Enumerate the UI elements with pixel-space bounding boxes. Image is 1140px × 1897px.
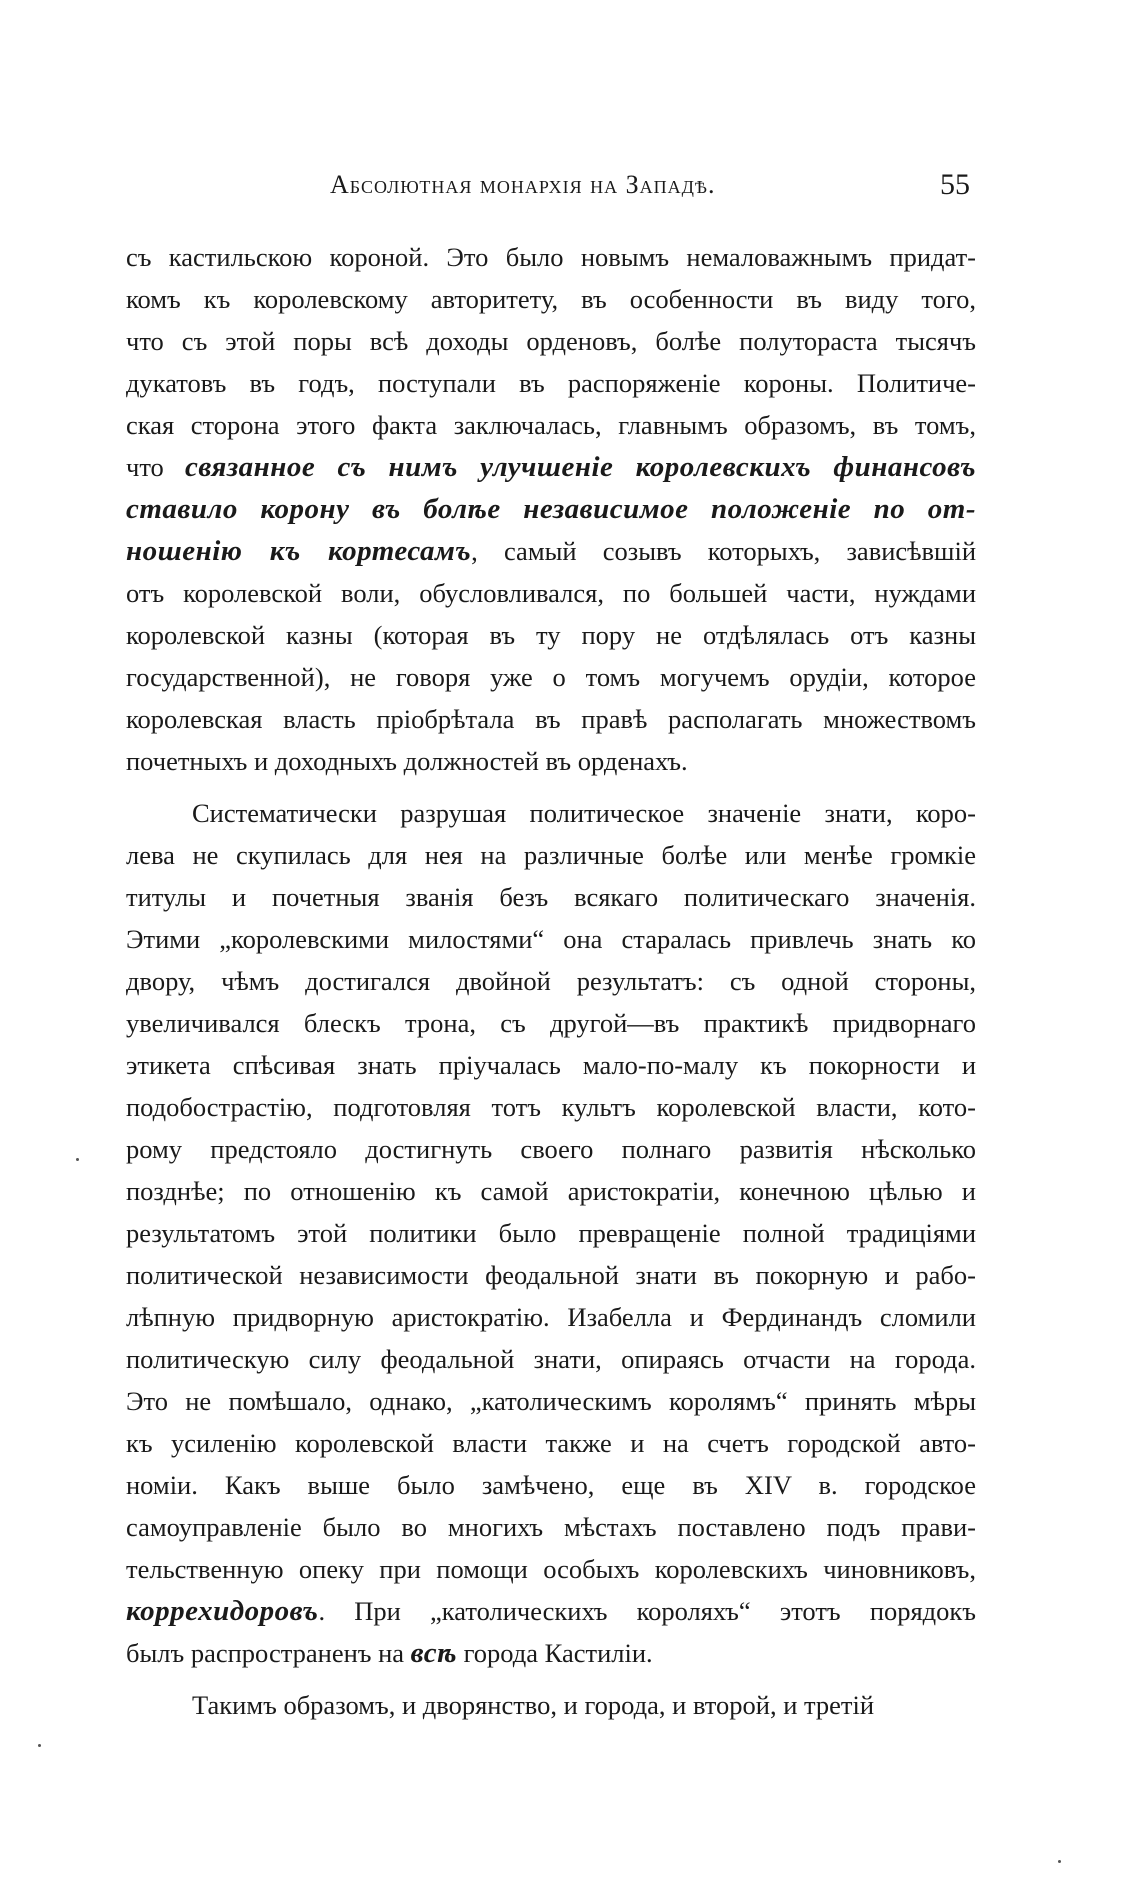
text-line — [126, 792, 976, 834]
text-line — [126, 1464, 976, 1506]
text-run: Такимъ образомъ, и дворянство, и города, и второй, и третій — [192, 1690, 875, 1720]
text-line — [126, 446, 976, 488]
text-line — [126, 876, 976, 918]
paragraph — [126, 1684, 976, 1726]
paragraph — [126, 792, 976, 1674]
text-run: королевской казны (которая въ ту пору не отдѣлялась отъ казны — [126, 620, 976, 650]
speck-mark — [76, 1158, 79, 1161]
text-run: титулы и почетныя званія безъ всякаго политическаго значенія. — [126, 882, 976, 912]
text-run: Этими „королевскими милостями“ она старалась привлечь знать ко — [126, 924, 976, 954]
running-title: Абсолютная монархія на Западѣ. — [330, 170, 716, 199]
text-run: что съ этой поры всѣ доходы орденовъ, болѣе полутораста тысячъ — [126, 326, 976, 356]
body-text — [126, 236, 976, 1726]
text-line — [126, 740, 976, 782]
text-run: подобострастію, подготовляя тотъ культъ королевской власти, кото- — [126, 1092, 976, 1122]
text-line — [126, 1212, 976, 1254]
text-run: почетныхъ и доходныхъ должностей въ орденахъ. — [126, 746, 688, 776]
text-run: города Кастиліи. — [456, 1638, 653, 1668]
running-header — [120, 170, 980, 210]
text-line — [126, 1338, 976, 1380]
text-line — [126, 1086, 976, 1128]
speck-mark — [1058, 1860, 1061, 1863]
text-line — [126, 1590, 976, 1632]
text-run: королевская власть пріобрѣтала въ правѣ располагать множествомъ — [126, 704, 976, 734]
text-run: лѣпную придворную аристократію. Изабелла и Фердинандъ сломили — [126, 1302, 976, 1332]
text-line — [126, 320, 976, 362]
text-line — [126, 918, 976, 960]
emphasized-text: связанное съ нимъ улучшеніе королевскихъ финансовъ — [184, 451, 976, 483]
text-line — [126, 1002, 976, 1044]
text-line — [126, 1422, 976, 1464]
text-run: государственной), не говоря уже о томъ могучемъ орудіи, которое — [126, 662, 976, 692]
text-run: , самый созывъ которыхъ, зависѣвшій — [471, 536, 976, 566]
text-run: отъ королевской воли, обусловливался, по большей части, нуждами — [126, 578, 976, 608]
text-run: съ кастильскою короной. Это было новымъ немаловажнымъ придат- — [126, 242, 976, 272]
text-run: политическую силу феодальной знати, опираясь отчасти на города. — [126, 1344, 976, 1374]
text-run: тельственную опеку при помощи особыхъ королевскихъ чиновниковъ, — [126, 1554, 976, 1584]
text-run: Систематически разрушая политическое значеніе знати, коро- — [192, 798, 976, 828]
text-line — [126, 1548, 976, 1590]
text-line — [126, 1632, 976, 1674]
text-line — [126, 404, 976, 446]
text-run: ская сторона этого факта заключалась, главнымъ образомъ, въ томъ, — [126, 410, 976, 440]
text-line — [126, 1254, 976, 1296]
text-line — [126, 656, 976, 698]
text-line — [126, 1506, 976, 1548]
text-run: комъ къ королевскому авторитету, въ особенности въ виду того, — [126, 284, 976, 314]
emphasized-text: коррехидоровъ — [126, 1595, 319, 1627]
text-line — [126, 698, 976, 740]
text-run: рому предстояло достигнуть своего полнаго развитія нѣсколько — [126, 1134, 976, 1164]
text-run: Это не помѣшало, однако, „католическимъ королямъ“ принять мѣры — [126, 1386, 976, 1416]
text-run: дукатовъ въ годъ, поступали въ распоряженіе короны. Политиче- — [126, 368, 976, 398]
text-line — [126, 530, 976, 572]
text-line — [126, 614, 976, 656]
emphasized-text: ставило корону въ болѣе независимое положеніе по от- — [126, 493, 976, 525]
text-run: что — [126, 452, 185, 482]
text-line — [126, 488, 976, 530]
text-line — [126, 236, 976, 278]
text-run: результатомъ этой политики было превращеніе полной традиціями — [126, 1218, 976, 1248]
text-run: былъ распространенъ на — [126, 1638, 411, 1668]
text-line — [126, 1170, 976, 1212]
text-run: номіи. Какъ выше было замѣчено, еще въ XIV в. городское — [126, 1470, 976, 1500]
text-run: къ усиленію королевской власти также и на счетъ городской авто- — [126, 1428, 976, 1458]
text-run: самоуправленіе было во многихъ мѣстахъ поставлено подъ прави- — [126, 1512, 976, 1542]
text-run: двору, чѣмъ достигался двойной результатъ: съ одной стороны, — [126, 966, 976, 996]
text-line — [126, 960, 976, 1002]
emphasized-text: ношенію къ кортесамъ — [126, 535, 472, 567]
text-line — [126, 278, 976, 320]
paragraph-gap — [126, 1674, 976, 1684]
text-line — [126, 572, 976, 614]
text-run: лева не скупилась для нея на различные болѣе или менѣе громкіе — [126, 840, 976, 870]
text-run: . При „католическихъ короляхъ“ этотъ порядокъ — [318, 1596, 976, 1626]
page-number: 55 — [940, 168, 970, 201]
text-line — [126, 834, 976, 876]
text-line — [126, 1296, 976, 1338]
paragraph-gap — [126, 782, 976, 792]
text-line — [126, 1380, 976, 1422]
emphasized-text: всѣ — [410, 1637, 457, 1669]
text-run: позднѣе; по отношенію къ самой аристократіи, конечною цѣлью и — [126, 1176, 976, 1206]
text-line — [126, 1684, 976, 1726]
text-line — [126, 1128, 976, 1170]
paragraph — [126, 236, 976, 782]
text-line — [126, 362, 976, 404]
speck-mark — [38, 1744, 41, 1747]
text-run: политической независимости феодальной знати въ покорную и рабо- — [126, 1260, 976, 1290]
text-run: этикета спѣсивая знать пріучалась мало-по-малу къ покорности и — [126, 1050, 976, 1080]
text-line — [126, 1044, 976, 1086]
text-run: увеличивался блескъ трона, съ другой—въ практикѣ придворнаго — [126, 1008, 976, 1038]
